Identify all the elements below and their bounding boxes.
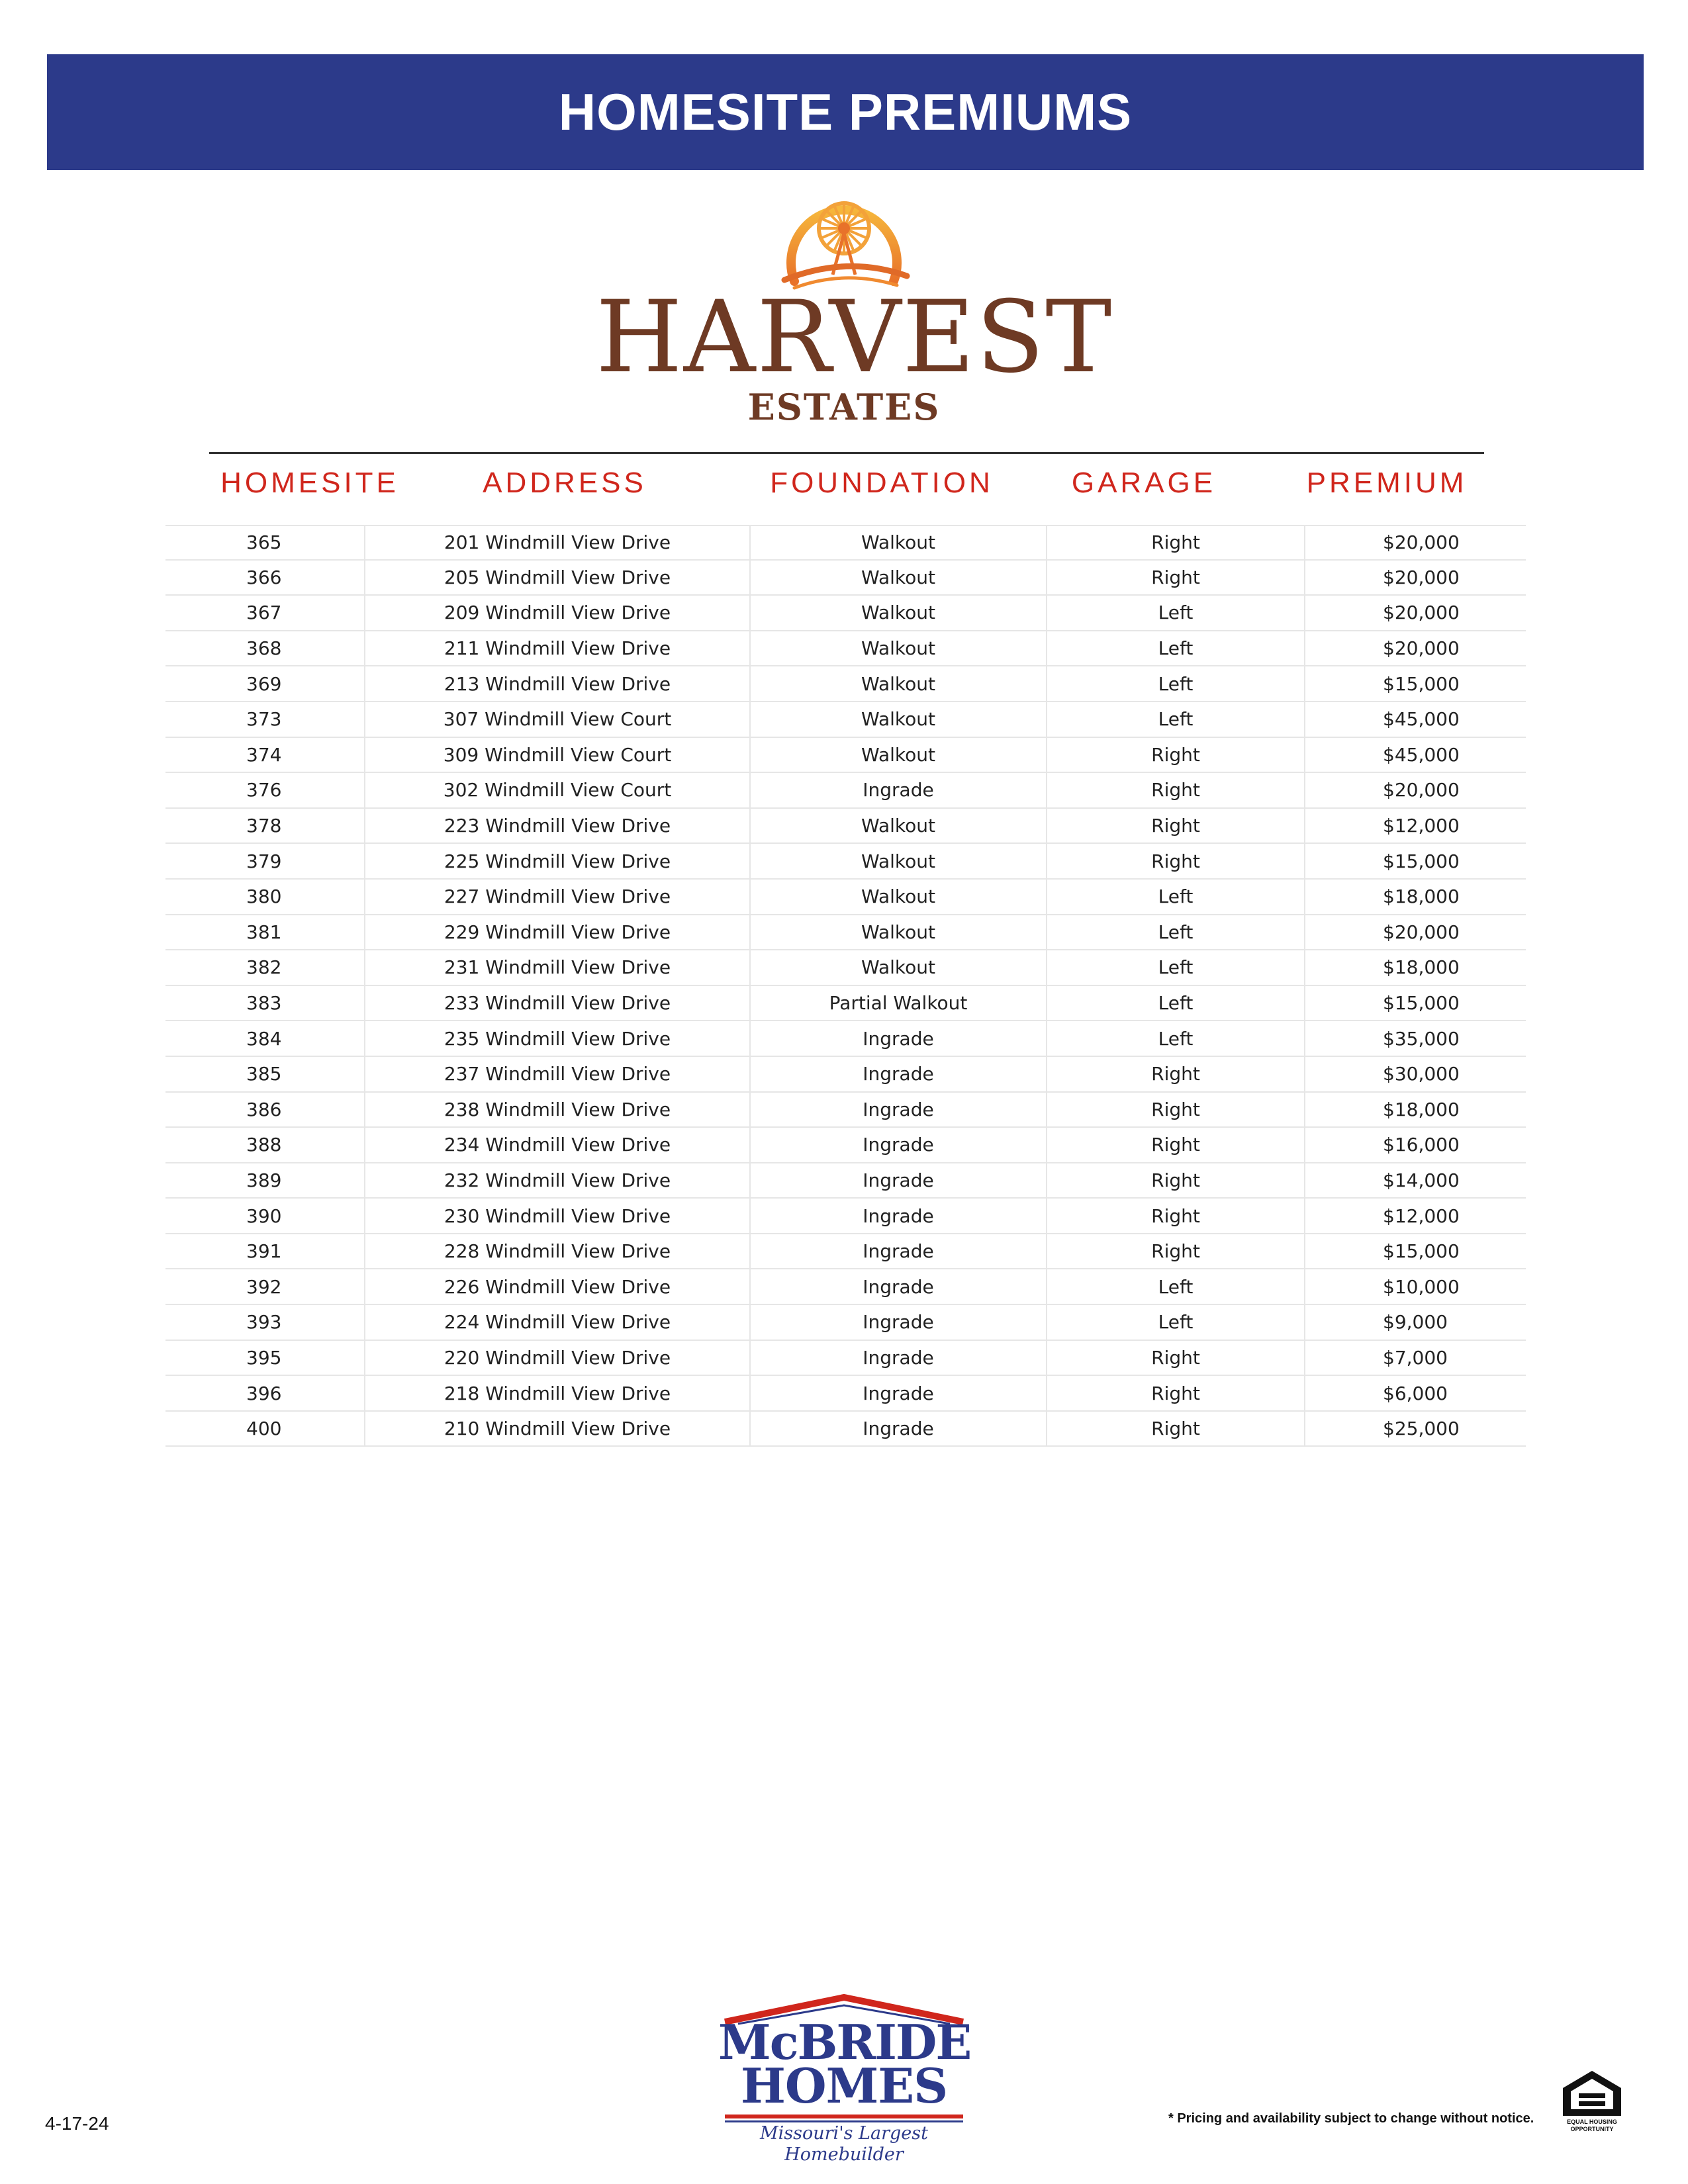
address-cell: 210 Windmill View Drive xyxy=(365,1412,751,1446)
garage-cell: Right xyxy=(1047,809,1305,843)
foundation-cell: Walkout xyxy=(751,880,1047,914)
foundation-cell: Ingrade xyxy=(751,1057,1047,1091)
homesite-cell: 400 xyxy=(165,1412,365,1446)
brand-line-1: McBRIDE xyxy=(718,2014,971,2070)
garage-cell: Right xyxy=(1047,844,1305,878)
premiums-table xyxy=(165,525,1526,1447)
address-cell: 309 Windmill View Court xyxy=(365,738,751,772)
premium-cell: $25,000 xyxy=(1383,1418,1460,1440)
address-cell: 307 Windmill View Court xyxy=(365,702,751,737)
address-cell: 230 Windmill View Drive xyxy=(365,1199,751,1233)
foundation-cell: Ingrade xyxy=(751,1163,1047,1198)
homesite-cell: 381 xyxy=(165,915,365,950)
table-row xyxy=(165,738,1526,774)
foundation-cell: Walkout xyxy=(751,666,1047,701)
homesite-cell: 365 xyxy=(165,526,365,559)
equal-housing-icon xyxy=(1559,2068,1625,2134)
address-cell: 201 Windmill View Drive xyxy=(365,526,751,559)
foundation-cell: Ingrade xyxy=(751,1021,1047,1056)
garage-cell: Left xyxy=(1047,1021,1305,1056)
header-address: ADDRESS xyxy=(483,467,647,499)
garage-cell: Right xyxy=(1047,738,1305,772)
homesite-cell: 389 xyxy=(165,1163,365,1198)
table-row xyxy=(165,1234,1526,1270)
address-cell: 229 Windmill View Drive xyxy=(365,915,751,950)
premium-cell: $20,000 xyxy=(1383,921,1460,943)
premium-cell: $6,000 xyxy=(1383,1382,1448,1404)
garage-cell: Right xyxy=(1047,526,1305,559)
homesite-cell: 392 xyxy=(165,1269,365,1304)
mcbride-homes-logo xyxy=(718,1992,971,2165)
pricing-disclaimer: * Pricing and availability subject to change without notice. xyxy=(1168,2111,1534,2126)
foundation-cell: Ingrade xyxy=(751,1269,1047,1304)
premium-cell: $15,000 xyxy=(1383,1240,1460,1263)
table-row xyxy=(165,1163,1526,1199)
address-cell: 211 Windmill View Drive xyxy=(365,631,751,666)
harvest-estates-logo xyxy=(596,189,1113,433)
premium-cell: $15,000 xyxy=(1383,992,1460,1015)
table-row xyxy=(165,915,1526,951)
foundation-cell: Walkout xyxy=(751,915,1047,950)
homesite-cell: 391 xyxy=(165,1234,365,1269)
premium-cell: $16,000 xyxy=(1383,1134,1460,1156)
title-banner xyxy=(47,54,1644,170)
homesite-cell: 368 xyxy=(165,631,365,666)
table-row xyxy=(165,525,1526,561)
premium-cell: $9,000 xyxy=(1383,1311,1448,1334)
garage-cell: Left xyxy=(1047,1305,1305,1340)
table-header xyxy=(165,467,1526,513)
premium-cell: $18,000 xyxy=(1383,886,1460,908)
table-row xyxy=(165,844,1526,880)
homesite-cell: 393 xyxy=(165,1305,365,1340)
foundation-cell: Walkout xyxy=(751,702,1047,737)
header-foundation: FOUNDATION xyxy=(770,467,994,499)
header-garage: GARAGE xyxy=(1071,467,1217,499)
foundation-cell: Ingrade xyxy=(751,1341,1047,1375)
garage-cell: Left xyxy=(1047,596,1305,630)
brand-line-2: HOMES xyxy=(740,2058,948,2114)
table-row xyxy=(165,950,1526,986)
homesite-cell: 380 xyxy=(165,880,365,914)
page-title: HOMESITE PREMIUMS xyxy=(558,83,1133,141)
foundation-cell: Ingrade xyxy=(751,1128,1047,1162)
address-cell: 233 Windmill View Drive xyxy=(365,986,751,1021)
garage-cell: Right xyxy=(1047,1057,1305,1091)
homesite-cell: 379 xyxy=(165,844,365,878)
table-row xyxy=(165,1269,1526,1305)
address-cell: 228 Windmill View Drive xyxy=(365,1234,751,1269)
address-cell: 205 Windmill View Drive xyxy=(365,561,751,595)
foundation-cell: Walkout xyxy=(751,809,1047,843)
homesite-cell: 382 xyxy=(165,950,365,985)
address-cell: 302 Windmill View Court xyxy=(365,773,751,807)
eho-text: EQUAL HOUSING OPPORTUNITY xyxy=(1567,2118,1617,2132)
logo-subtitle: ESTATES xyxy=(747,386,941,428)
table-row xyxy=(165,880,1526,915)
garage-cell: Right xyxy=(1047,1341,1305,1375)
premium-cell: $10,000 xyxy=(1383,1275,1460,1298)
homesite-cell: 369 xyxy=(165,666,365,701)
table-row xyxy=(165,631,1526,667)
table-row xyxy=(165,1128,1526,1163)
address-cell: 238 Windmill View Drive xyxy=(365,1093,751,1127)
homesite-cell: 383 xyxy=(165,986,365,1021)
premium-cell: $15,000 xyxy=(1383,850,1460,872)
address-cell: 227 Windmill View Drive xyxy=(365,880,751,914)
table-row xyxy=(165,809,1526,844)
premium-cell: $15,000 xyxy=(1383,672,1460,695)
address-cell: 218 Windmill View Drive xyxy=(365,1376,751,1410)
table-row xyxy=(165,1305,1526,1341)
homesite-cell: 385 xyxy=(165,1057,365,1091)
table-row xyxy=(165,986,1526,1022)
table-row xyxy=(165,1341,1526,1377)
foundation-cell: Ingrade xyxy=(751,1376,1047,1410)
garage-cell: Right xyxy=(1047,773,1305,807)
premium-cell: $20,000 xyxy=(1383,602,1460,624)
table-row xyxy=(165,702,1526,738)
garage-cell: Left xyxy=(1047,915,1305,950)
premium-cell: $20,000 xyxy=(1383,566,1460,588)
premium-cell: $30,000 xyxy=(1383,1063,1460,1085)
homesite-cell: 396 xyxy=(165,1376,365,1410)
premium-cell: $20,000 xyxy=(1383,637,1460,660)
garage-cell: Left xyxy=(1047,631,1305,666)
premium-cell: $12,000 xyxy=(1383,1205,1460,1227)
foundation-cell: Walkout xyxy=(751,631,1047,666)
address-cell: 237 Windmill View Drive xyxy=(365,1057,751,1091)
address-cell: 225 Windmill View Drive xyxy=(365,844,751,878)
garage-cell: Right xyxy=(1047,1234,1305,1269)
header-divider xyxy=(209,452,1484,454)
garage-cell: Left xyxy=(1047,950,1305,985)
garage-cell: Right xyxy=(1047,1128,1305,1162)
table-row xyxy=(165,1021,1526,1057)
table-row xyxy=(165,1199,1526,1234)
garage-cell: Right xyxy=(1047,1376,1305,1410)
homesite-cell: 374 xyxy=(165,738,365,772)
garage-cell: Left xyxy=(1047,1269,1305,1304)
foundation-cell: Walkout xyxy=(751,950,1047,985)
address-cell: 220 Windmill View Drive xyxy=(365,1341,751,1375)
homesite-cell: 373 xyxy=(165,702,365,737)
document-date: 4-17-24 xyxy=(45,2113,109,2134)
foundation-cell: Ingrade xyxy=(751,1234,1047,1269)
homesite-cell: 390 xyxy=(165,1199,365,1233)
premium-cell: $20,000 xyxy=(1383,531,1460,554)
logo-name: HARVEST xyxy=(596,280,1113,395)
garage-cell: Right xyxy=(1047,561,1305,595)
foundation-cell: Walkout xyxy=(751,844,1047,878)
brand-tagline: Missouri's Largest Homebuilder xyxy=(760,2123,928,2165)
address-cell: 231 Windmill View Drive xyxy=(365,950,751,985)
garage-cell: Left xyxy=(1047,702,1305,737)
premium-cell: $14,000 xyxy=(1383,1169,1460,1191)
premium-cell: $35,000 xyxy=(1383,1027,1460,1050)
foundation-cell: Walkout xyxy=(751,596,1047,630)
header-premium: PREMIUM xyxy=(1306,467,1468,499)
foundation-cell: Partial Walkout xyxy=(751,986,1047,1021)
garage-cell: Right xyxy=(1047,1163,1305,1198)
header-homesite: HOMESITE xyxy=(220,467,399,499)
table-row xyxy=(165,1376,1526,1412)
premium-cell: $18,000 xyxy=(1383,956,1460,979)
premium-cell: $7,000 xyxy=(1383,1346,1448,1369)
address-cell: 235 Windmill View Drive xyxy=(365,1021,751,1056)
homesite-cell: 386 xyxy=(165,1093,365,1127)
address-cell: 234 Windmill View Drive xyxy=(365,1128,751,1162)
foundation-cell: Ingrade xyxy=(751,1199,1047,1233)
table-row xyxy=(165,773,1526,809)
homesite-cell: 384 xyxy=(165,1021,365,1056)
foundation-cell: Walkout xyxy=(751,738,1047,772)
foundation-cell: Ingrade xyxy=(751,773,1047,807)
garage-cell: Right xyxy=(1047,1199,1305,1233)
foundation-cell: Ingrade xyxy=(751,1305,1047,1340)
premium-cell: $12,000 xyxy=(1383,815,1460,837)
homesite-cell: 366 xyxy=(165,561,365,595)
address-cell: 224 Windmill View Drive xyxy=(365,1305,751,1340)
table-row xyxy=(165,596,1526,631)
homesite-cell: 376 xyxy=(165,773,365,807)
address-cell: 223 Windmill View Drive xyxy=(365,809,751,843)
homesite-cell: 388 xyxy=(165,1128,365,1162)
garage-cell: Left xyxy=(1047,986,1305,1021)
address-cell: 209 Windmill View Drive xyxy=(365,596,751,630)
address-cell: 226 Windmill View Drive xyxy=(365,1269,751,1304)
garage-cell: Left xyxy=(1047,666,1305,701)
table-row xyxy=(165,1412,1526,1447)
table-row xyxy=(165,1057,1526,1093)
homesite-cell: 378 xyxy=(165,809,365,843)
table-row xyxy=(165,1093,1526,1128)
homesite-cell: 367 xyxy=(165,596,365,630)
garage-cell: Right xyxy=(1047,1093,1305,1127)
premium-cell: $45,000 xyxy=(1383,708,1460,731)
foundation-cell: Walkout xyxy=(751,526,1047,559)
homesite-cell: 395 xyxy=(165,1341,365,1375)
premium-cell: $20,000 xyxy=(1383,779,1460,801)
foundation-cell: Walkout xyxy=(751,561,1047,595)
foundation-cell: Ingrade xyxy=(751,1412,1047,1446)
premium-cell: $18,000 xyxy=(1383,1098,1460,1120)
foundation-cell: Ingrade xyxy=(751,1093,1047,1127)
premium-cell: $45,000 xyxy=(1383,743,1460,766)
address-cell: 232 Windmill View Drive xyxy=(365,1163,751,1198)
table-row xyxy=(165,666,1526,702)
address-cell: 213 Windmill View Drive xyxy=(365,666,751,701)
table-row xyxy=(165,561,1526,596)
garage-cell: Left xyxy=(1047,880,1305,914)
garage-cell: Right xyxy=(1047,1412,1305,1446)
